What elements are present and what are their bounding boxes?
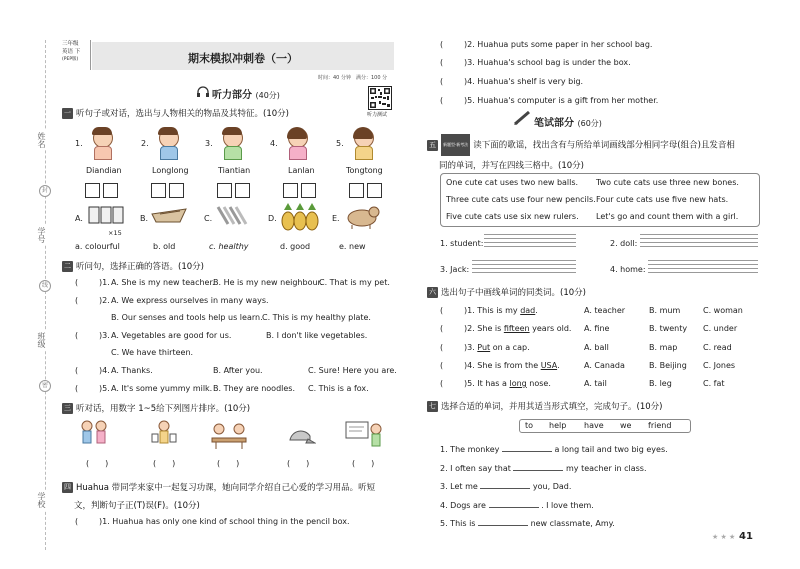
person-number: 1. xyxy=(75,139,83,148)
option-a[interactable]: A. teacher xyxy=(584,306,626,315)
word-prompt: 2. doll: xyxy=(610,239,638,248)
answer-box[interactable] xyxy=(151,183,166,198)
option-c[interactable]: C. under xyxy=(703,324,738,333)
s6-question: )3. Put on a cap. xyxy=(464,343,530,352)
answer-box[interactable] xyxy=(169,183,184,198)
word-bank-item: to xyxy=(525,421,534,430)
option-a[interactable]: A. fine xyxy=(584,324,610,333)
question-number: )5. xyxy=(99,384,110,393)
kid-longlong-icon xyxy=(156,128,180,158)
tf-statement: )4. Huahua's shelf is very big. xyxy=(464,77,584,86)
option-a[interactable]: A. It's some yummy milk. xyxy=(111,384,213,393)
chant-line: Three cute cats use four new pencils. xyxy=(446,195,596,204)
option-c[interactable]: C. Sure! Here you are. xyxy=(308,366,397,375)
item-letter: B. xyxy=(140,214,149,223)
section-5-title: 五 新题型·新考法 读下面的歌谣，找出含有与所给单词画线部分相同字母(组合)且发音相 同的单词，并写在四线三格中。(10分) xyxy=(427,134,767,176)
option-b[interactable]: B. leg xyxy=(649,379,672,388)
pencil-icon xyxy=(513,110,533,128)
option-b[interactable]: B. After you. xyxy=(213,366,263,375)
boat-icon xyxy=(150,206,190,228)
person-name: Longlong xyxy=(152,166,189,175)
answer-box[interactable] xyxy=(103,183,118,198)
two-kids-icon xyxy=(80,420,108,452)
footer-stars: ★ ★ ★ xyxy=(712,533,736,541)
kid-tongtong-icon xyxy=(351,128,375,158)
person-name: Lanlan xyxy=(288,166,315,175)
option-b[interactable]: B. mum xyxy=(649,306,681,315)
tf-statement: )3. Huahua's school bag is under the box. xyxy=(464,58,631,67)
kid-lanlan-icon xyxy=(285,128,309,158)
s6-question: )5. It has a long nose. xyxy=(464,379,551,388)
page-title: 期末模拟冲刺卷（一） xyxy=(188,52,298,65)
tf-statement: )5. Huahua's computer is a gift from her mother. xyxy=(464,96,659,105)
four-line-grid[interactable] xyxy=(648,260,758,274)
feature: b. old xyxy=(153,242,176,251)
feature: d. good xyxy=(280,242,311,251)
fill-sentence: 5. This is new classmate, Amy. xyxy=(440,519,615,528)
option-c[interactable]: C. This is a fox. xyxy=(308,384,369,393)
option-a[interactable]: A. Canada xyxy=(584,361,625,370)
question-number: )2. xyxy=(99,296,110,305)
section-1-title: 一 听句子或对话，选出与人物相关的物品及其特征。(10分) xyxy=(64,109,289,119)
qr-code-icon[interactable] xyxy=(368,86,392,110)
pineapple-icon xyxy=(280,200,320,234)
binding-margin xyxy=(0,0,60,569)
kid-at-board-icon xyxy=(344,420,384,452)
person-name: Tongtong xyxy=(346,166,383,175)
item-count: ×15 xyxy=(108,229,122,237)
fill-blank[interactable] xyxy=(513,462,563,471)
option-b[interactable]: B. They are noodles. xyxy=(213,384,296,393)
order-paren[interactable]: ( ) xyxy=(153,459,176,468)
person-number: 3. xyxy=(205,139,213,148)
option-c[interactable]: C. read xyxy=(703,343,732,352)
answer-paren[interactable]: ( xyxy=(75,331,79,340)
feature: e. new xyxy=(339,242,366,251)
fill-blank[interactable] xyxy=(489,499,539,508)
option-c[interactable]: C. This is my healthy plate. xyxy=(262,313,371,322)
chant-line: One cute cat uses two new balls. xyxy=(446,178,579,187)
order-paren[interactable]: ( ) xyxy=(287,459,310,468)
item-letter: A. xyxy=(75,214,83,223)
person-number: 5. xyxy=(336,139,344,148)
option-a[interactable]: A. She is my new teacher. xyxy=(111,278,215,287)
class-label: 班级 xyxy=(37,332,46,348)
fill-sentence: 2. I often say that my teacher in class. xyxy=(440,464,647,473)
word-bank-item: we xyxy=(620,421,632,430)
option-b[interactable]: B. He is my new neighbour. xyxy=(213,278,323,287)
answer-paren[interactable]: ( xyxy=(440,40,444,49)
section-2-title: 二 听问句，选择正确的答语。(10分) xyxy=(64,262,204,272)
word-prompt: 3. Jack: xyxy=(440,265,470,274)
question-number: )3. xyxy=(99,331,110,340)
section-7-title: 七 选择合适的单词，并用其适当形式填空，完成句子。(10分) xyxy=(429,402,663,412)
answer-paren[interactable]: ( xyxy=(440,361,444,370)
word-bank-item: have xyxy=(584,421,604,430)
page-number: 41 xyxy=(739,531,753,542)
feature: a. colourful xyxy=(75,242,120,251)
answer-box[interactable] xyxy=(349,183,364,198)
feature: c. healthy xyxy=(209,242,249,251)
tf-statement: )2. Huahua puts some paper in her school bag. xyxy=(464,40,653,49)
answer-paren[interactable]: ( xyxy=(75,278,79,287)
answer-paren[interactable]: ( xyxy=(75,296,79,305)
cap-icon xyxy=(286,422,316,450)
name-label: 姓名 xyxy=(37,132,46,148)
person-number: 2. xyxy=(141,139,149,148)
order-paren[interactable]: ( ) xyxy=(217,459,240,468)
fill-blank[interactable] xyxy=(502,443,552,452)
option-b[interactable]: B. map xyxy=(649,343,678,352)
answer-box[interactable] xyxy=(235,183,250,198)
answer-box[interactable] xyxy=(283,183,298,198)
person-name: Tiantian xyxy=(218,166,251,175)
pencils-icon xyxy=(214,204,248,228)
fill-sentence: 4. Dogs are . I love them. xyxy=(440,501,594,510)
word-prompt: 4. home: xyxy=(610,265,646,274)
chant-line: Let's go and count them with a girl. xyxy=(596,212,739,221)
person-number: 4. xyxy=(270,139,278,148)
fill-sentence: 1. The monkey a long tail and two big eyes. xyxy=(440,445,668,454)
answer-paren[interactable]: ( xyxy=(440,96,444,105)
new-question-tag: 新题型·新考法 xyxy=(441,134,470,156)
item-letter: E. xyxy=(332,214,340,223)
cut-line xyxy=(45,40,46,550)
option-b[interactable]: B. I don't like vegetables. xyxy=(266,331,368,340)
school-label: 学校 xyxy=(37,492,46,508)
answer-paren[interactable]: ( xyxy=(75,384,79,393)
option-c[interactable]: C. woman xyxy=(703,306,743,315)
question-number: )4. xyxy=(99,366,110,375)
answer-paren[interactable]: ( xyxy=(75,366,79,375)
answer-box[interactable] xyxy=(85,183,100,198)
fill-blank[interactable] xyxy=(480,480,530,489)
answer-paren[interactable]: ( xyxy=(440,343,444,352)
four-line-grid[interactable] xyxy=(472,260,576,274)
answer-paren[interactable]: ( xyxy=(75,517,79,526)
chant-line: Five cute cats use six new rulers. xyxy=(446,212,579,221)
fill-blank[interactable] xyxy=(478,517,528,526)
chant-line: Two cute cats use three new bones. xyxy=(596,178,739,187)
word-prompt: 1. student: xyxy=(440,239,484,248)
answer-box[interactable] xyxy=(367,183,382,198)
option-b[interactable]: B. Beijing xyxy=(649,361,687,370)
option-a[interactable]: A. ball xyxy=(584,343,609,352)
option-c[interactable]: C. That is my pet. xyxy=(319,278,390,287)
four-line-grid[interactable] xyxy=(484,234,576,248)
order-paren[interactable]: ( ) xyxy=(352,459,375,468)
answer-box[interactable] xyxy=(217,183,232,198)
answer-paren[interactable]: ( xyxy=(440,324,444,333)
option-c[interactable]: C. We have thirteen. xyxy=(111,348,194,357)
kids-at-table-icon xyxy=(210,420,248,452)
section-3-title: 三 听对话，用数字 1~5给下列图片排序。(10分) xyxy=(64,404,251,414)
option-a[interactable]: A. Thanks. xyxy=(111,366,153,375)
mark-mi: 密 xyxy=(39,380,51,392)
time-info: 时间：40 分钟 满分：100 分 xyxy=(318,75,388,81)
item-letter: C. xyxy=(204,214,213,223)
option-a[interactable]: A. Vegetables are good for us. xyxy=(111,331,232,340)
listening-heading: 听力部分 (40分) xyxy=(212,90,280,101)
s6-question: )2. She is fifteen years old. xyxy=(464,324,572,333)
option-a[interactable]: A. We express ourselves in many ways. xyxy=(111,296,269,305)
kid-diandian-icon xyxy=(90,128,114,158)
answer-box[interactable] xyxy=(301,183,316,198)
option-a[interactable]: A. tail xyxy=(584,379,607,388)
question-number: )1. xyxy=(99,278,110,287)
option-c[interactable]: C. Jones xyxy=(703,361,736,370)
student-id-label: 学号 xyxy=(37,227,46,243)
fill-sentence: 3. Let me you, Dad. xyxy=(440,482,572,491)
word-bank-item: friend xyxy=(648,421,672,430)
answer-paren[interactable]: ( xyxy=(440,306,444,315)
writing-heading: 笔试部分 (60分) xyxy=(534,118,602,129)
s6-question: )1. This is my dad. xyxy=(464,306,538,315)
section-4-title: 四 Huahua 带同学来家中一起复习功课，她向同学介绍自己心爱的学习用品。听短 文，判断句子正(T)误(F)。(10分) xyxy=(64,483,376,511)
headphone-icon xyxy=(196,86,210,100)
qr-caption: 听力测试 xyxy=(367,112,388,118)
word-bank xyxy=(519,419,691,433)
kid-tiantian-icon xyxy=(220,128,244,158)
order-paren[interactable]: ( ) xyxy=(86,459,109,468)
mark-feng: 封 xyxy=(39,185,51,197)
answer-paren[interactable]: ( xyxy=(440,58,444,67)
tf-statement: )1. Huahua has only one kind of school thing in the pencil box. xyxy=(99,517,350,526)
person-name: Diandian xyxy=(86,166,122,175)
option-b[interactable]: B. twenty xyxy=(649,324,688,333)
answer-paren[interactable]: ( xyxy=(440,77,444,86)
mark-xian: 线 xyxy=(39,280,51,292)
chant-line: Four cute cats use five new hats. xyxy=(596,195,729,204)
animal-icon xyxy=(344,202,380,232)
option-c[interactable]: C. fat xyxy=(703,379,725,388)
kid-with-items-icon xyxy=(150,420,178,452)
item-letter: D. xyxy=(268,214,277,223)
grade-tag: 三年级 英语 下 (PEP版) xyxy=(62,40,91,70)
books-icon xyxy=(88,204,124,228)
s6-question: )4. She is from the USA. xyxy=(464,361,560,370)
option-b[interactable]: B. Our senses and tools help us learn. xyxy=(111,313,263,322)
section-6-title: 六 选出句子中画线单词的同类词。(10分) xyxy=(429,288,586,298)
word-bank-item: help xyxy=(549,421,567,430)
four-line-grid[interactable] xyxy=(640,234,758,248)
answer-paren[interactable]: ( xyxy=(440,379,444,388)
